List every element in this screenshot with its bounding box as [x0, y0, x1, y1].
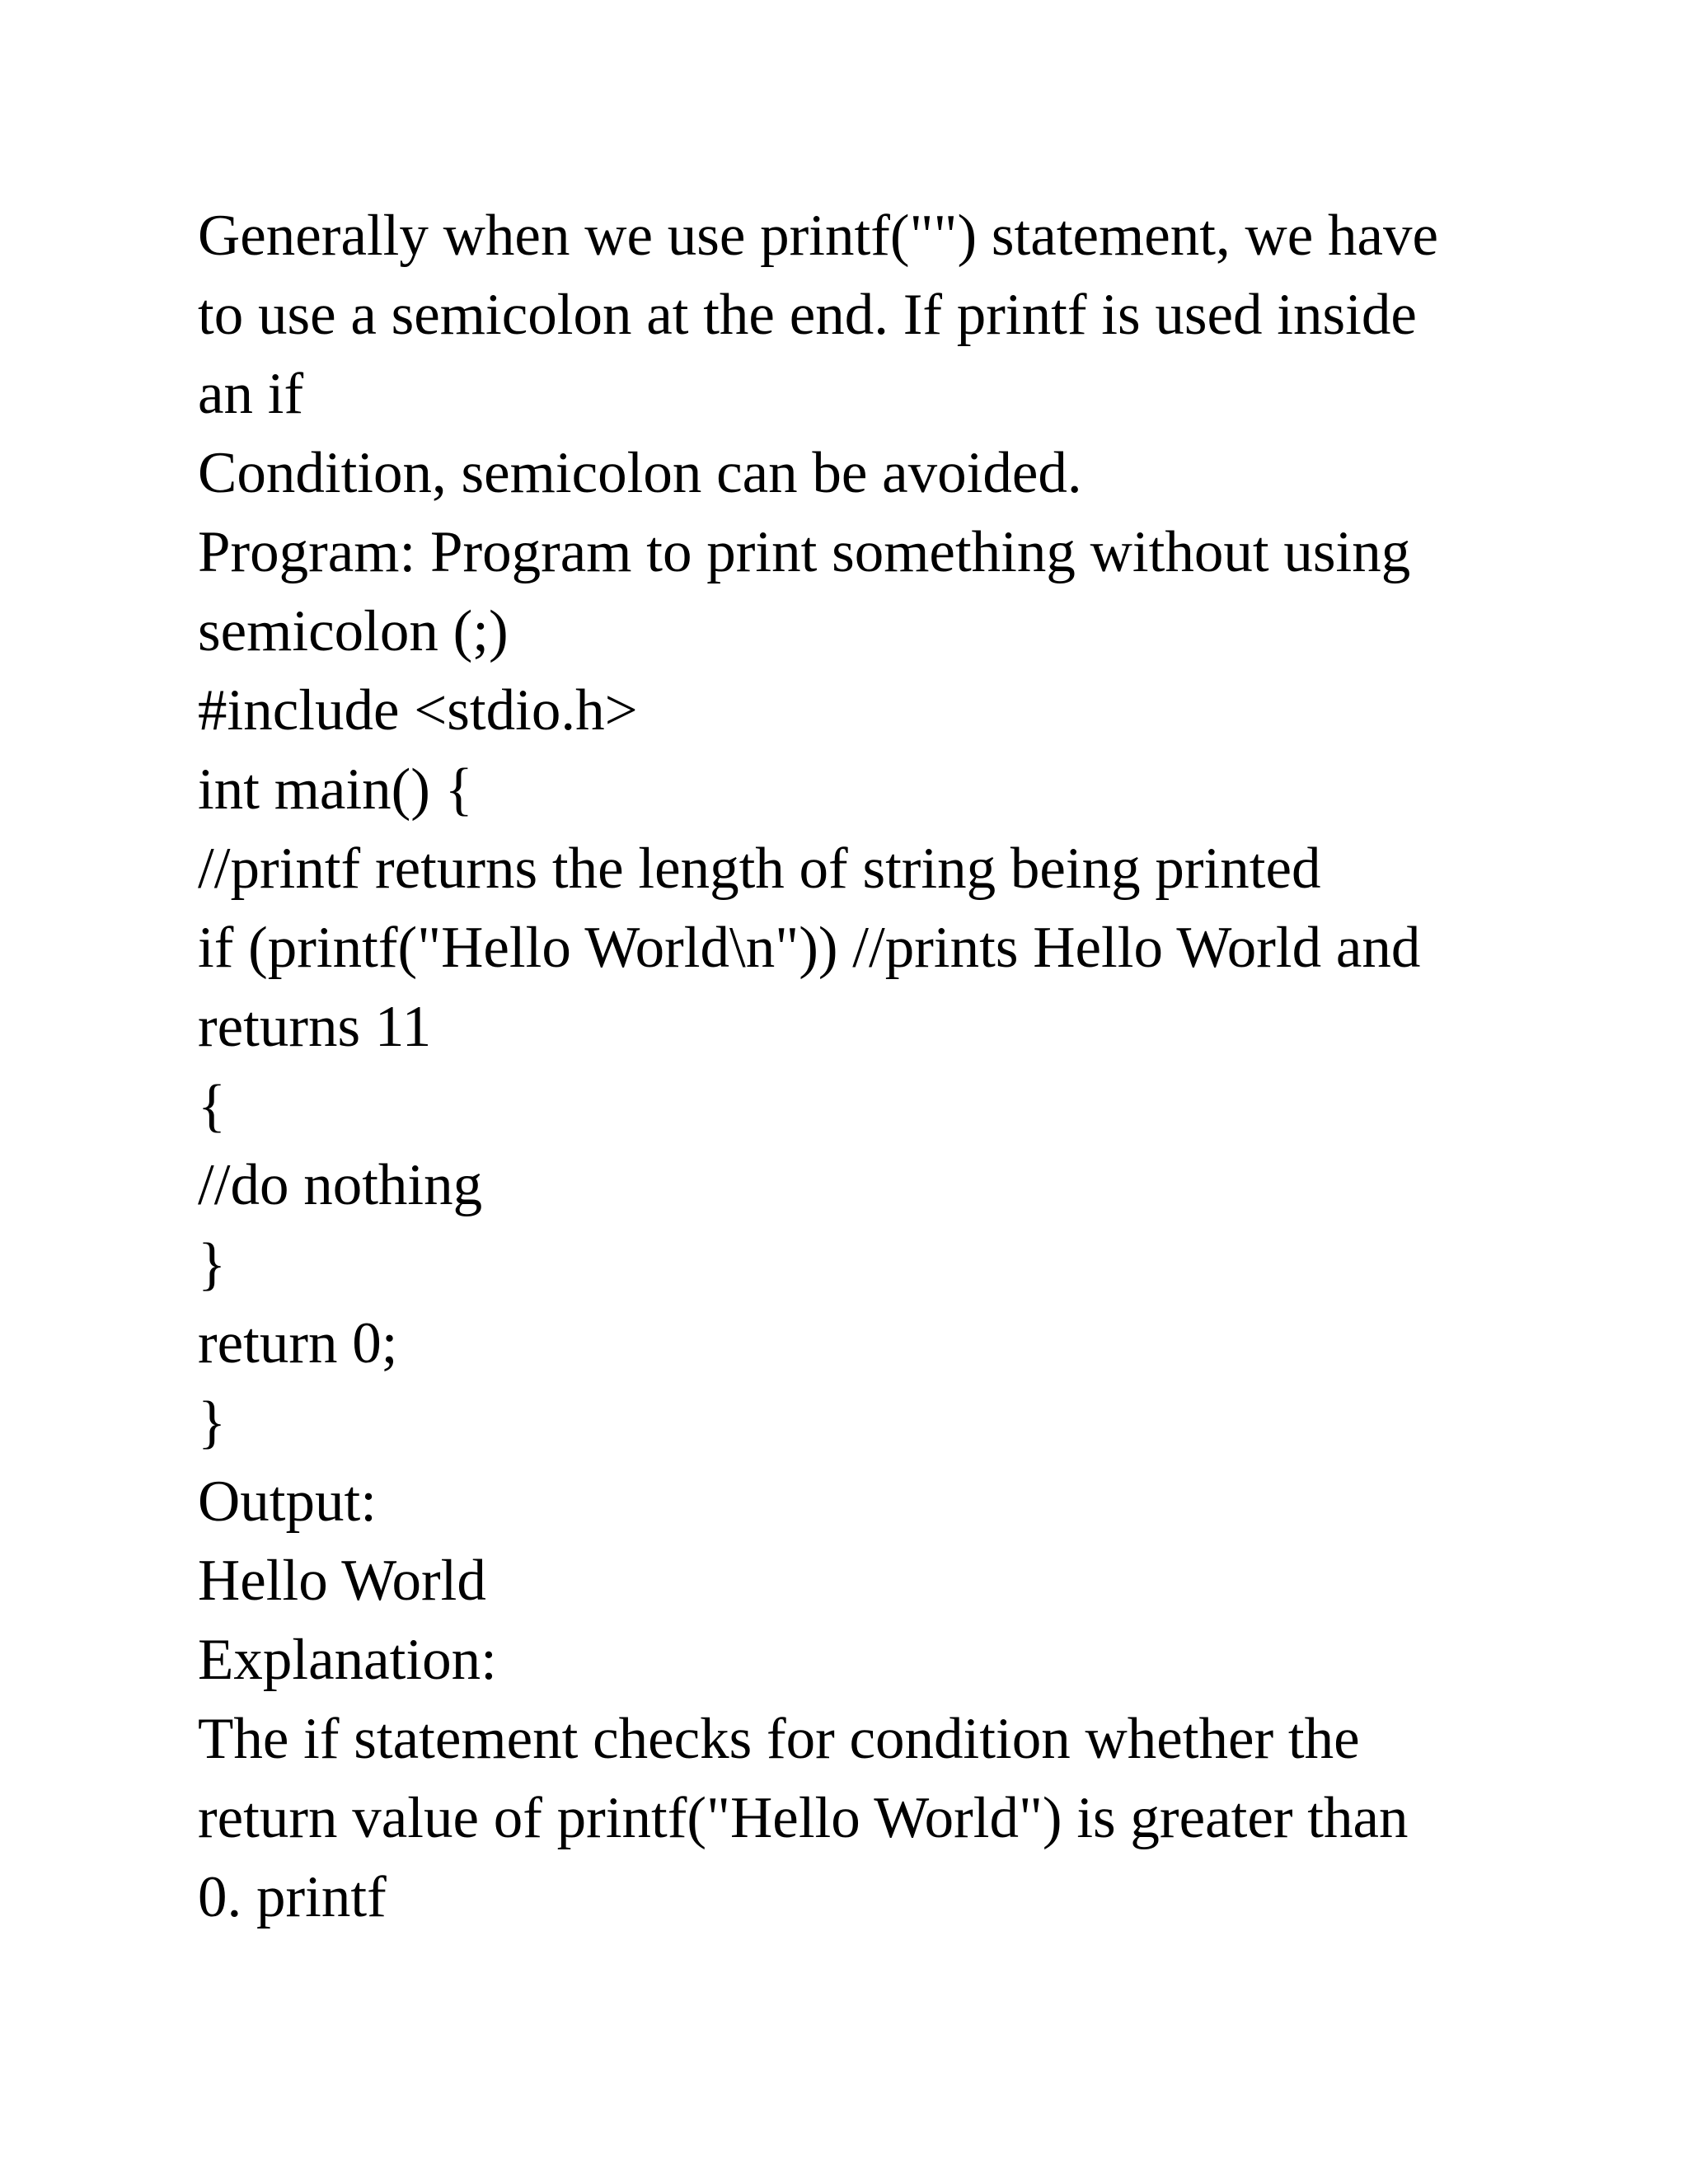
- text-line: Condition, semicolon can be avoided.: [198, 441, 1082, 505]
- code-line: {: [198, 1074, 227, 1138]
- text-line: return value of printf("Hello World") is greater than: [198, 1786, 1409, 1850]
- code-line: }: [198, 1232, 227, 1296]
- code-line: #include <stdio.h>: [198, 678, 638, 743]
- text-line: The if statement checks for condition whether the: [198, 1707, 1360, 1771]
- text-line: Hello World: [198, 1549, 486, 1613]
- text-line: Explanation:: [198, 1628, 497, 1692]
- code-line: //do nothing: [198, 1153, 483, 1217]
- document-body: [198, 196, 1517, 1937]
- code-line: //printf returns the length of string being printed: [198, 837, 1321, 901]
- text-line: Program: Program to print something without using: [198, 520, 1411, 584]
- text-line: Output:: [198, 1469, 377, 1534]
- code-line: returns 11: [198, 995, 432, 1059]
- code-line: int main() {: [198, 757, 473, 822]
- text-line: to use a semicolon at the end. If printf is used inside: [198, 283, 1417, 347]
- code-line: if (printf("Hello World\n")) //prints Hello World and: [198, 916, 1421, 980]
- text-line: semicolon (;): [198, 599, 509, 663]
- text-line: an if: [198, 362, 304, 426]
- text-line: Generally when we use printf("") statement, we have: [198, 204, 1439, 268]
- code-line: return 0;: [198, 1311, 398, 1376]
- code-line: }: [198, 1390, 227, 1455]
- text-line: 0. printf: [198, 1865, 387, 1929]
